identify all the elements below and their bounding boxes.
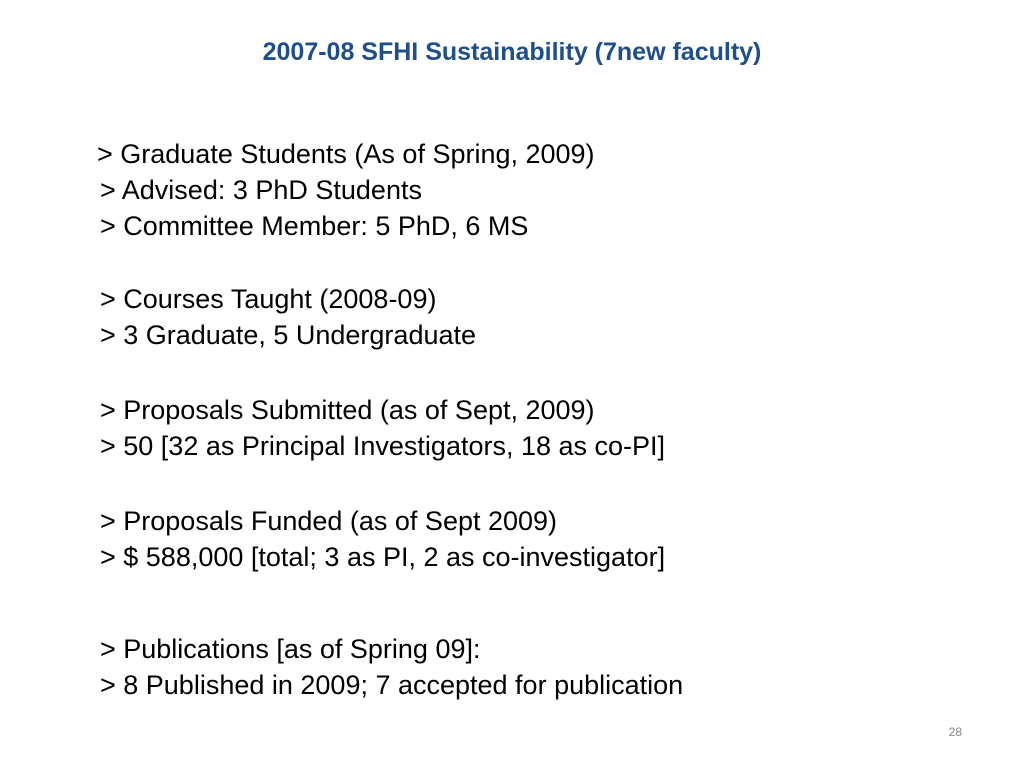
section-courses-taught bbox=[100, 281, 476, 353]
section-proposals-submitted bbox=[100, 392, 665, 464]
section-line: > Advised: 3 PhD Students bbox=[100, 175, 422, 205]
section-heading: > Proposals Funded (as of Sept 2009) bbox=[100, 506, 558, 536]
section-graduate-students bbox=[97, 136, 595, 244]
section-proposals-funded bbox=[100, 503, 665, 575]
section-heading: > Proposals Submitted (as of Sept, 2009) bbox=[100, 395, 595, 425]
section-heading: > Graduate Students (As of Spring, 2009) bbox=[97, 139, 595, 169]
section-line: > 8 Published in 2009; 7 accepted for publication bbox=[100, 670, 684, 700]
section-line: > Committee Member: 5 PhD, 6 MS bbox=[100, 211, 529, 241]
section-heading: > Courses Taught (2008-09) bbox=[100, 284, 437, 314]
section-line: > 50 [32 as Principal Investigators, 18 as co-PI] bbox=[100, 431, 666, 461]
section-publications bbox=[100, 631, 683, 703]
section-line: > 3 Graduate, 5 Undergraduate bbox=[100, 320, 477, 350]
slide-title: 2007-08 SFHI Sustainability (7new faculty) bbox=[262, 38, 762, 66]
section-line: > $ 588,000 [total; 3 as PI, 2 as co-investigator] bbox=[100, 542, 666, 572]
section-heading: > Publications [as of Spring 09]: bbox=[100, 634, 481, 664]
page-number: 28 bbox=[948, 725, 962, 739]
